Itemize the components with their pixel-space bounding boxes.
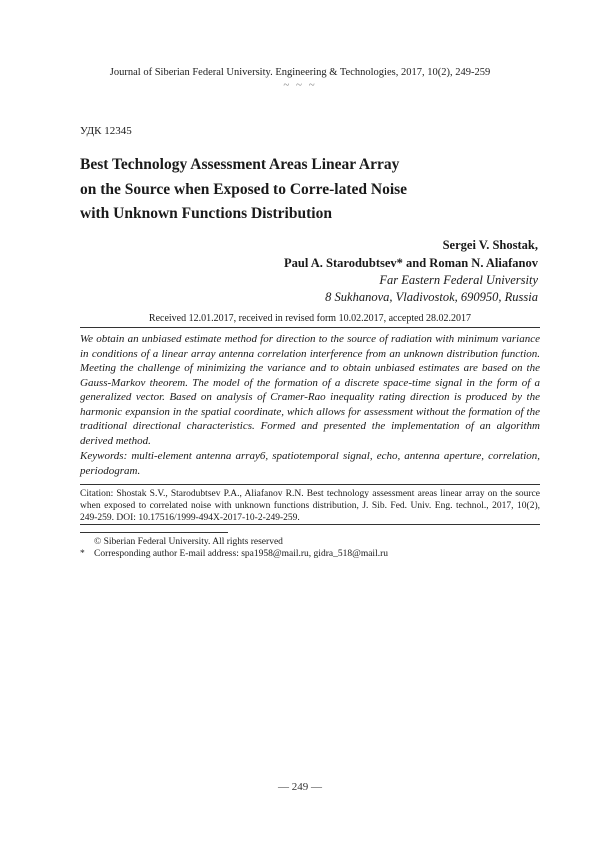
citation: Citation: Shostak S.V., Starodubtsev P.A., Aliafanov R.N. Best technology assessment areas linear array on the source when exposed to correlated noise with unknown functions distribution, J. Sib. Fed. Univ. Eng. technol., 2017, 10(2), 249-259. DOI: 10.17516/1999-494X-2017-10-2-249-259. [80,489,540,523]
footnote-rule [80,532,228,533]
article-title [80,153,500,227]
header-ornament: ~ ~ ~ [283,79,317,91]
title-line: on the Source when Exposed to Corre-lated Noise [80,180,408,198]
title-line: Best Technology Assessment Areas Linear Array [80,156,400,173]
affiliation [325,272,538,306]
copyright-text: © Siberian Federal University. All rights reserved [94,537,283,547]
page-number: — 249 — [278,781,322,793]
received-dates: Received 12.01.2017, received in revised form 10.02.2017, accepted 28.02.2017 [148,313,472,324]
abstract: We obtain an unbiased estimate method for direction to the source of radiation with minimum variance in conditions of a linear array antenna correlation interference from an unknown distribution function. Meeting the challenge of minimizing the variance and to obtain unbiased estimates are based on the Gauss-Markov theorem. The model of the formation of a discrete space-time signal in the form of a generalized vector. Based on analysis of Cramer-Rao inequality rating direction is produced by the harmonic expansion in the spatial coordinate, which allows for assessment without the formation of the traditional directional characteristics. Formed and presented the implementation of an algorithm derived method. [80,333,540,447]
affiliation-line: Far Eastern Federal University [379,273,538,287]
keywords: Keywords: multi-element antenna array6, spatiotemporal signal, echo, antenna aperture, correlation, periodogram. [80,450,540,477]
title-line: with Unknown Functions Distribution [80,205,332,222]
journal-header: Journal of Siberian Federal University. Engineering & Technologies, 2017, 10(2), 249-259 [109,67,491,78]
corresponding-text: Corresponding author E-mail address: spa1958@mail.ru, gidra_518@mail.ru [94,549,388,559]
author-line: Paul A. Starodubtsev* and Roman N. Aliafanov [284,256,538,270]
divider [80,524,540,525]
authors [284,236,538,272]
udk-code: УДК 12345 [80,125,132,137]
corresponding-footnote [80,548,540,560]
copyright-footnote [80,536,540,548]
footnote-mark: * [80,549,85,559]
author-line: Sergei V. Shostak, [442,238,538,252]
divider [80,327,540,328]
affiliation-line: 8 Sukhanova, Vladivostok, 690950, Russia [325,290,538,304]
divider [80,484,540,485]
